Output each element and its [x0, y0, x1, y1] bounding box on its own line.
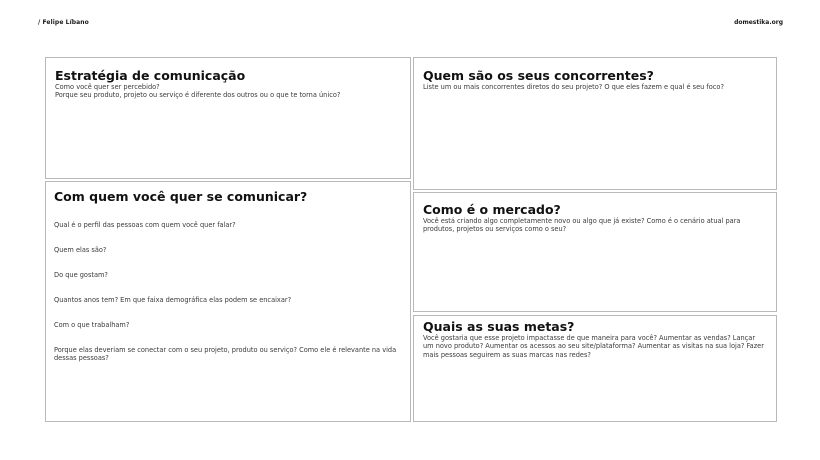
publico-title: Com quem você quer se comunicar? [54, 189, 308, 204]
author-credit: / Felipe Líbano [38, 19, 89, 26]
publico-question: Quem elas são? [54, 245, 107, 254]
publico-question: Do que gostam? [54, 270, 108, 279]
mercado-box [413, 192, 777, 312]
metas-text: Você gostaria que esse projeto impactasse de que maneira para você? Aumentar as vendas? Lançar um novo produto? Aumentar os acessos ao seu site/plataforma? Aumentar as visitas na sua loja? Fazer mais pessoas seguirem as suas marcas nas redes? [423, 334, 764, 359]
estrategia-line-1: Como você quer ser percebido? [55, 83, 160, 91]
metas-title: Quais as suas metas? [423, 319, 575, 334]
publico-question: Porque elas deveriam se conectar com o seu projeto, produto ou serviço? Como ele é relevante na vida dessas pessoas? [54, 345, 397, 362]
concorrentes-title: Quem são os seus concorrentes? [423, 68, 654, 83]
concorrentes-box [413, 57, 777, 190]
metas-box [413, 315, 777, 422]
mercado-text: Você está criando algo completamente novo ou algo que já existe? Como é o cenário atual para produtos, projetos ou serviços como o seu? [423, 217, 741, 234]
concorrentes-text: Liste um ou mais concorrentes diretos do seu projeto? O que eles fazem e qual é seu foco? [423, 83, 724, 91]
publico-box [45, 181, 411, 422]
mercado-title: Como é o mercado? [423, 202, 561, 217]
estrategia-title: Estratégia de comunicação [55, 68, 246, 83]
publico-question: Qual é o perfil das pessoas com quem você quer falar? [54, 221, 236, 229]
estrategia-box [45, 57, 411, 179]
estrategia-line-2: Porque seu produto, projeto ou serviço é diferente dos outros ou o que te torna único? [55, 91, 341, 100]
publico-questions [54, 221, 402, 362]
site-url: domestika.org [734, 19, 783, 26]
publico-question: Com o que trabalham? [54, 320, 130, 329]
publico-question: Quantos anos tem? Em que faixa demográfica elas podem se encaixar? [54, 295, 292, 304]
